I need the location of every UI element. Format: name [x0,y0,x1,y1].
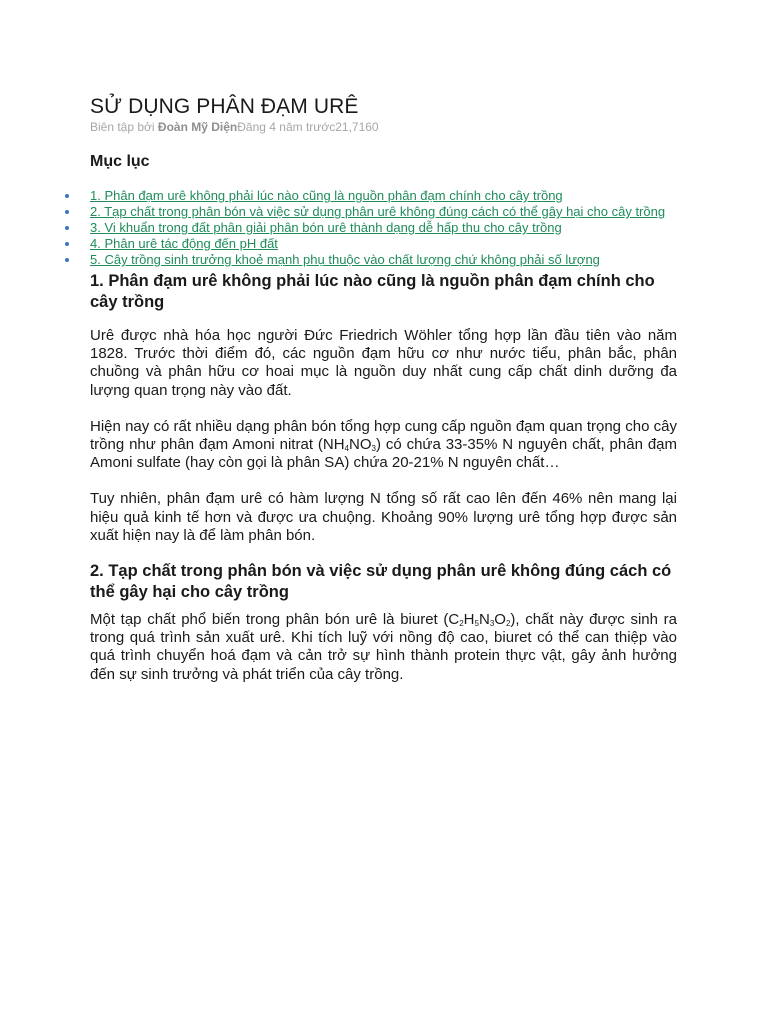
section-2-paragraph-1: Một tạp chất phổ biến trong phân bón urê là biuret $(C_2H_5N_3O_2)$, chất này được sinh ra trong quá trình sản xuất urê. Khi tích luỹ với nồng độ cao, biuret có thể can thiệp vào quá trình chuyển hoá đạm và cản trở sự hình thành protein thực vật, gây ảnh hưởng đến sự sinh trưởng và phát triển của cây trồng. [90,611,677,683]
toc-link-2[interactable]: 2. Tạp chất trong phân bón và việc sử dụng phân urê không đúng cách có thể gây hại cho cây trồng [90,204,666,219]
table-of-contents [90,188,677,268]
bullet-icon [65,226,69,230]
toc-link-4[interactable]: 4. Phân urê tác động đến pH đất [90,236,278,251]
section-1-paragraph-3: Tuy nhiên, phân đạm urê có hàm lượng N tổng số rất cao lên đến 46% nên mang lại hiệu quả kinh tế hơn và được ưa chuộng. Khoảng 90% lượng urê tổng hợp được sản xuất hiện nay là để làm phân bón. [90,490,677,544]
section-1-paragraph-1: Urê được nhà hóa học người Đức Friedrich Wöhler tổng hợp lần đầu tiên vào năm 1828. Trước thời điểm đó, các nguồn đạm hữu cơ như nước tiểu, phân bắc, phân chuồng và phân hữu cơ hoai mục là nguồn duy nhất cung cấp chất dinh dưỡng đa lượng quan trọng này vào đất. [90,327,677,399]
meta-prefix: Biên tập bởi [90,120,158,134]
toc-link-1[interactable]: 1. Phân đạm urê không phải lúc nào cũng là nguồn phân đạm chính cho cây trồng [90,188,563,203]
toc-title: Mục lục [90,153,150,170]
toc-link-3[interactable]: 3. Vi khuẩn trong đất phân giải phân bón urê thành dạng dễ hấp thu cho cây trồng [90,220,562,235]
meta-views: 21,7160 [335,120,379,134]
toc-item [90,236,677,252]
section-1-heading: 1. Phân đạm urê không phải lúc nào cũng là nguồn phân đạm chính cho cây trồng [90,272,655,311]
section-2-heading: 2. Tạp chất trong phân bón và việc sử dụng phân urê không đúng cách có thể gây hại cho cây trồng [90,562,672,602]
toc-item [90,204,677,220]
meta-date: Đăng 4 năm trước [237,120,336,134]
bullet-icon [65,210,69,214]
bullet-icon [65,194,69,198]
bullet-icon [65,258,69,262]
toc-item [90,188,677,204]
toc-item [90,252,677,268]
article-title: SỬ DỤNG PHÂN ĐẠM URÊ [90,95,359,118]
meta-author[interactable]: Đoàn Mỹ Diện [157,120,238,134]
article [90,94,677,684]
bullet-icon [65,242,69,246]
section-1-paragraph-2: Hiện nay có rất nhiều dạng phân bón tổng hợp cung cấp nguồn đạm quan trọng cho cây trồng như phân đạm Amoni nitrat $(NH_4NO_3)$ có chứa 33-35% N nguyên chất, phân đạm Amoni sulfate (hay còn gọi là phân SA) chứa 20-21% N nguyên chất… [90,417,678,472]
toc-link-5[interactable]: 5. Cây trồng sinh trưởng khoẻ mạnh phụ thuộc vào chất lượng chứ không phải số lượng [90,252,600,267]
toc-item [90,220,677,236]
article-meta [90,120,677,134]
